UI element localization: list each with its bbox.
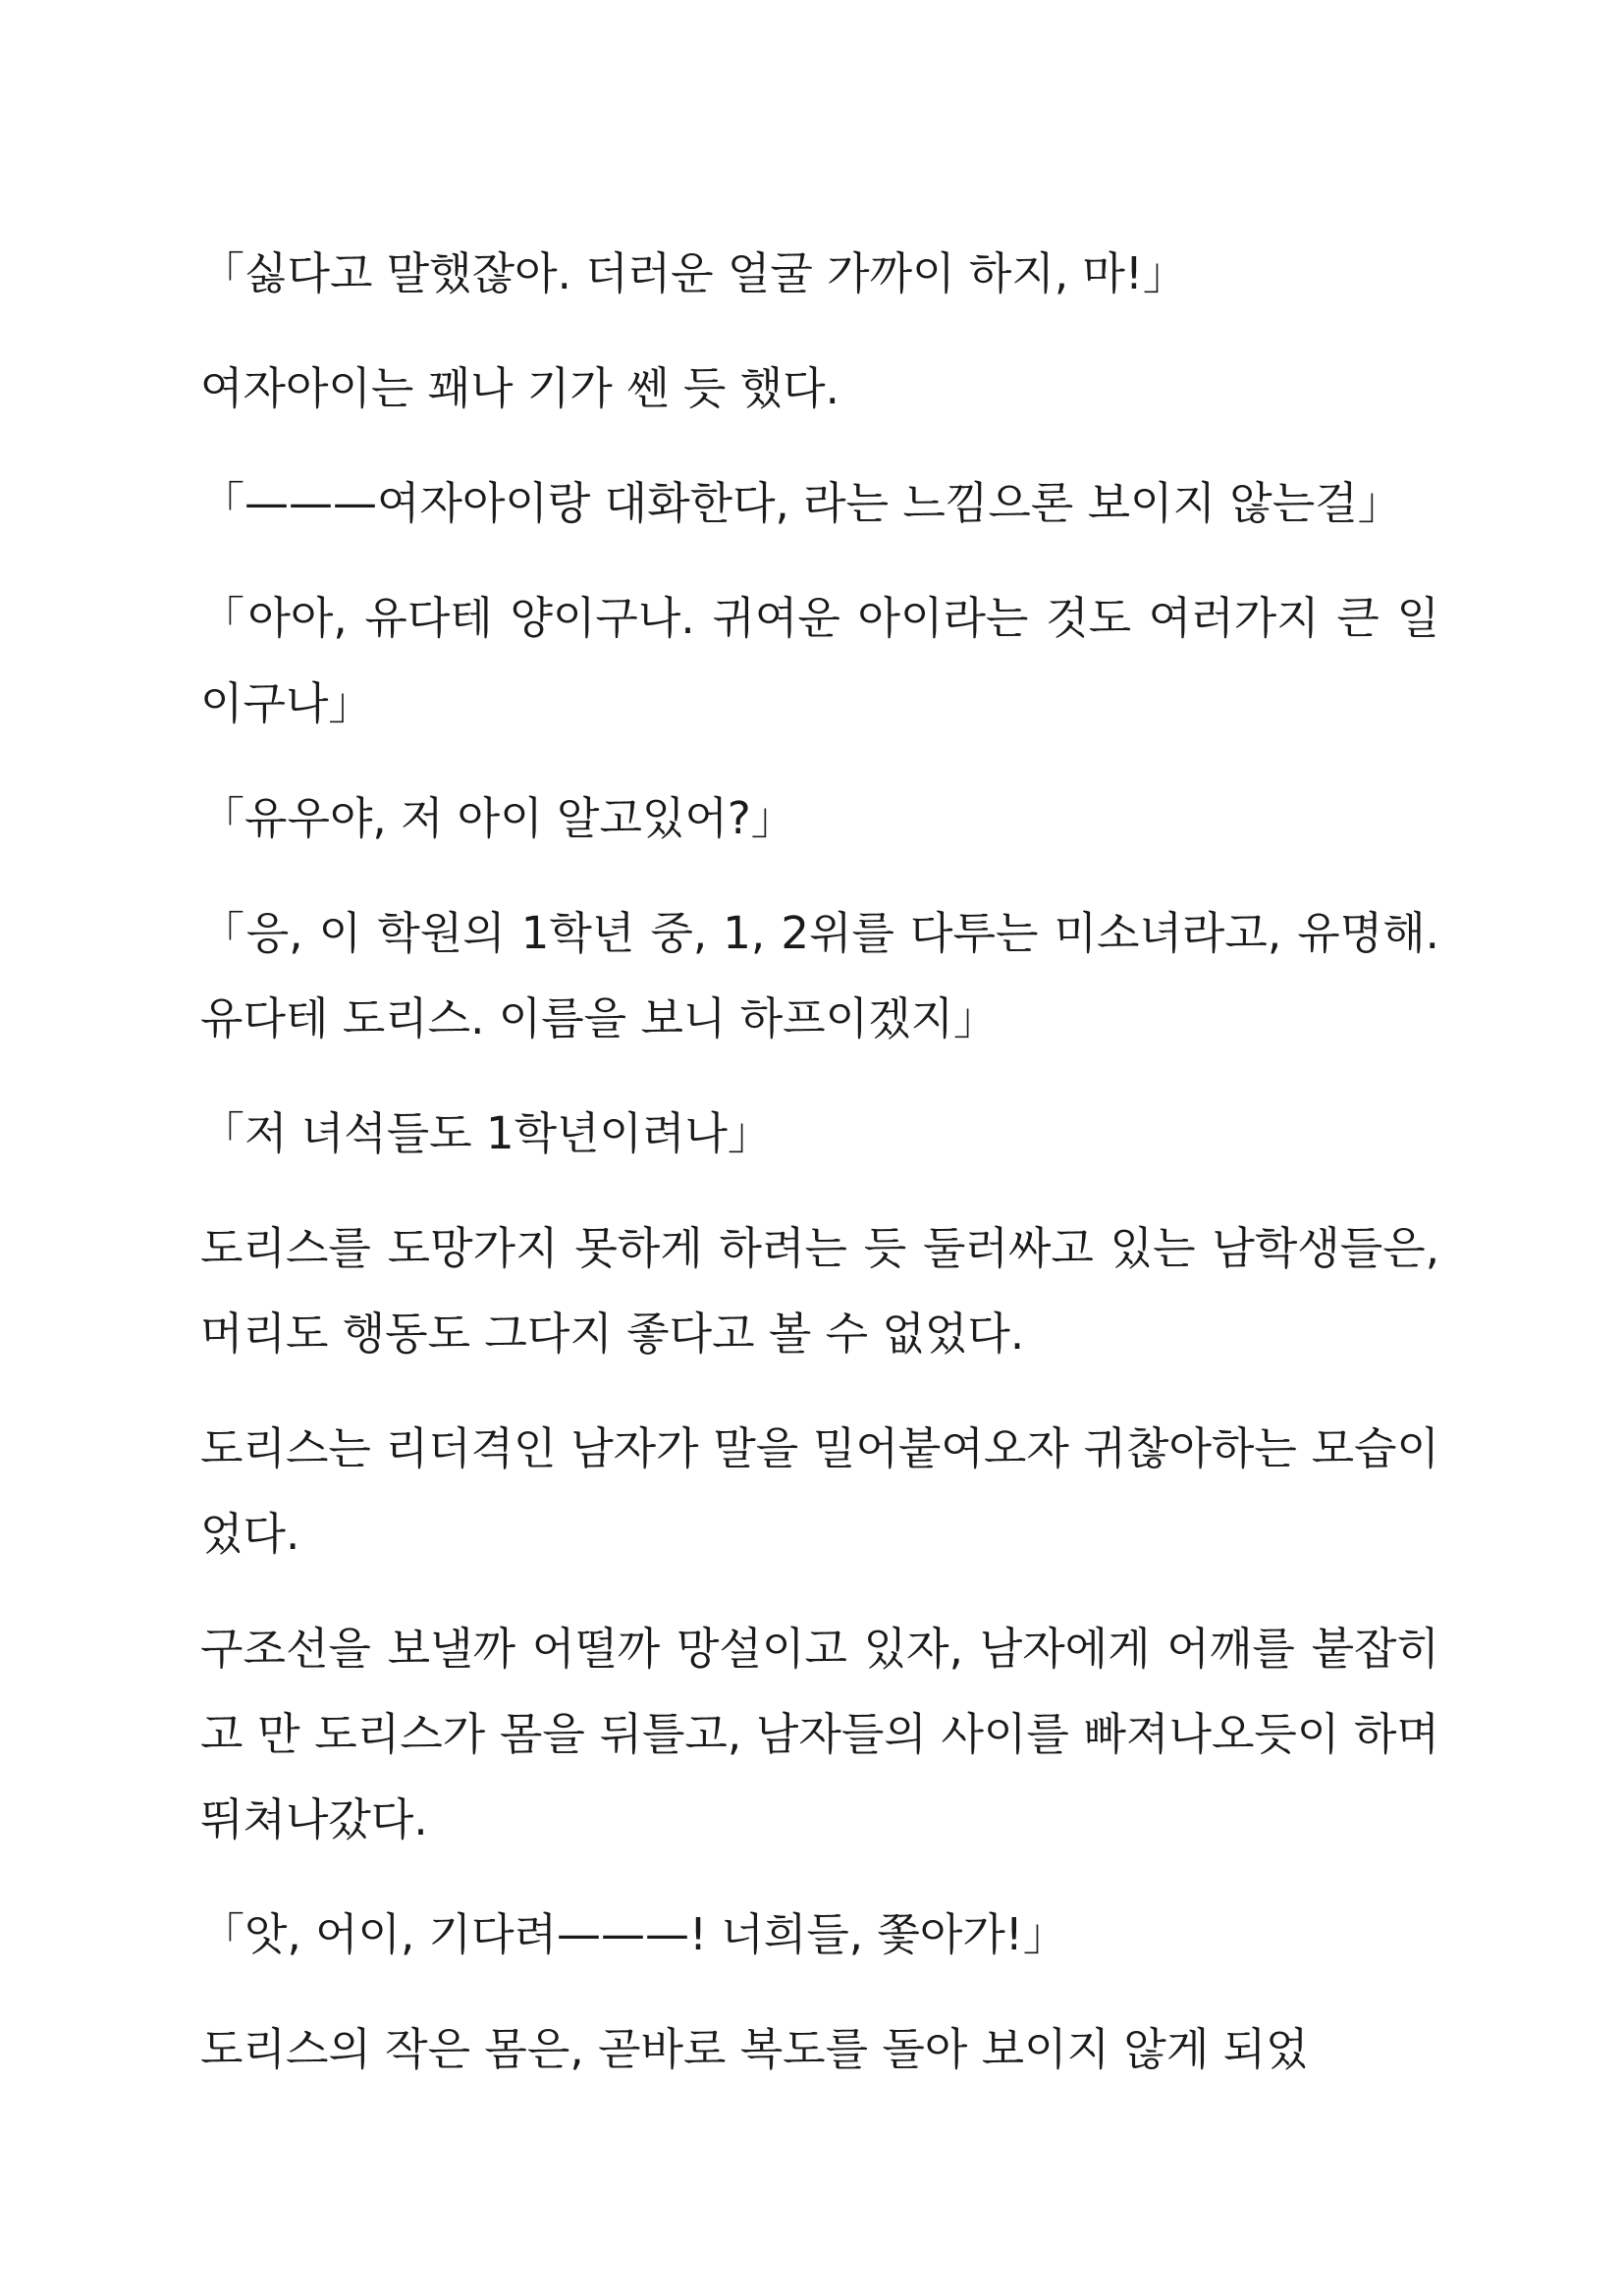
paragraph-2: 여자아이는 꽤나 기가 쎈 듯 했다. xyxy=(200,362,839,414)
paragraph-10: 구조선을 보낼까 어떨까 망설이고 있자, 남자에게 어깨를 붙잡히고 만 도리스가 몸을 뒤틀고, 남자들의 사이를 빠져나오듯이 하며 뛰쳐나갔다. xyxy=(200,1623,1439,1845)
paragraph-3: 「———여자아이랑 대화한다, 라는 느낌으론 보이지 않는걸」 xyxy=(200,477,1402,529)
paragraph-9: 도리스는 리더격인 남자가 말을 밀어붙여오자 귀찮아하는 모습이었다. xyxy=(200,1422,1439,1560)
paragraph-8: 도리스를 도망가지 못하게 하려는 듯 둘러싸고 있는 남학생들은, 머리도 행동도 그다지 좋다고 볼 수 없었다. xyxy=(200,1222,1439,1360)
paragraph-5: 「유우야, 저 아이 알고있어?」 xyxy=(200,792,795,844)
paragraph-1: 「싫다고 말했잖아. 더러운 얼굴 가까이 하지, 마!」 xyxy=(200,247,1187,299)
document-page xyxy=(200,231,1439,2121)
paragraph-12: 도리스의 작은 몸은, 곧바로 복도를 돌아 보이지 않게 되었 xyxy=(200,2023,1309,2075)
paragraph-6: 「응, 이 학원의 1학년 중, 1, 2위를 다투는 미소녀라고, 유명해. 유다테 도리스. 이름을 보니 하프이겠지」 xyxy=(200,907,1439,1044)
paragraph-7: 「저 녀석들도 1학년이려나」 xyxy=(200,1107,772,1159)
paragraph-11: 「앗, 어이, 기다려———! 너희들, 쫓아가!」 xyxy=(200,1908,1067,1960)
paragraph-4: 「아아, 유다테 양이구나. 귀여운 아이라는 것도 여러가지 큰 일이구나」 xyxy=(200,592,1439,729)
